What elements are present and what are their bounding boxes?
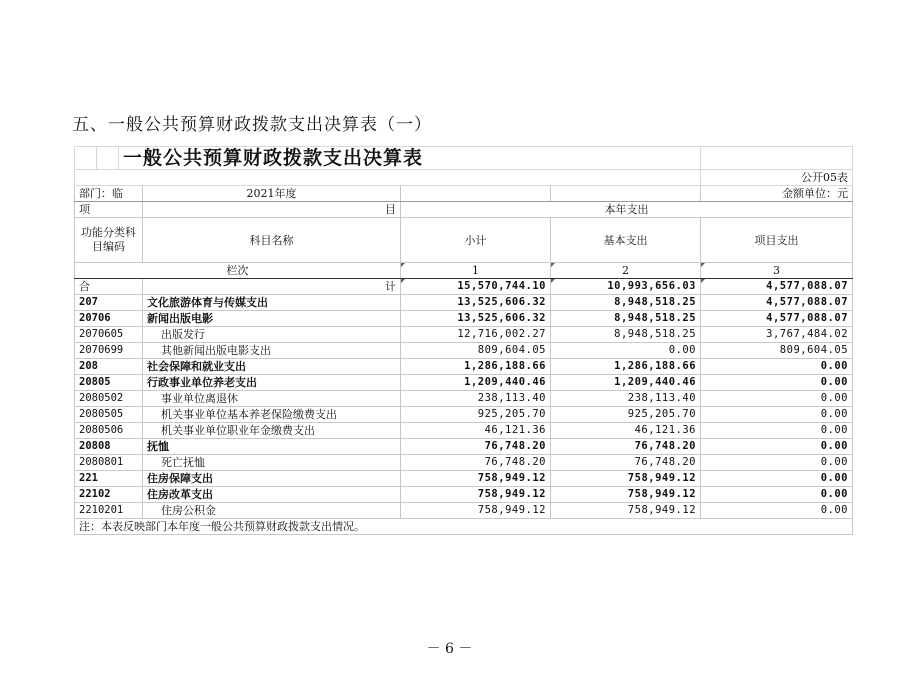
row-name: 机关事业单位基本养老保险缴费支出	[143, 407, 401, 423]
row-basic: 758,949.12	[551, 487, 701, 503]
table-row	[75, 455, 853, 471]
row-name: 文化旅游体育与传媒支出	[143, 295, 401, 311]
page-number: － 6 －	[426, 641, 473, 657]
row-name: 新闻出版电影	[143, 311, 401, 327]
department-label: 部门：临	[75, 186, 143, 202]
table-row	[75, 471, 853, 487]
row-project: 3,767,484.02	[701, 327, 853, 343]
header-subtotal: 小计	[401, 218, 551, 263]
row-code: 221	[75, 471, 143, 487]
row-basic: 1,286,188.66	[551, 359, 701, 375]
table-row	[75, 407, 853, 423]
table-title: 一般公共预算财政拨款支出决算表	[119, 147, 701, 170]
row-code: 208	[75, 359, 143, 375]
row-name: 机关事业单位职业年金缴费支出	[143, 423, 401, 439]
row-code: 2080801	[75, 455, 143, 471]
table-row	[75, 311, 853, 327]
total-subtotal: 15,570,744.10	[401, 279, 551, 295]
table-row	[75, 487, 853, 503]
table-row	[75, 343, 853, 359]
column-label: 栏次	[75, 263, 401, 279]
row-code: 2070699	[75, 343, 143, 359]
row-subtotal: 13,525,606.32	[401, 295, 551, 311]
row-subtotal: 1,209,440.46	[401, 375, 551, 391]
table-row	[75, 439, 853, 455]
row-subtotal: 1,286,188.66	[401, 359, 551, 375]
table-row	[75, 359, 853, 375]
row-basic: 46,121.36	[551, 423, 701, 439]
row-subtotal: 13,525,606.32	[401, 311, 551, 327]
table-row	[75, 327, 853, 343]
unit-label: 金额单位：元	[701, 186, 853, 202]
row-code: 20808	[75, 439, 143, 455]
row-name: 住房改革支出	[143, 487, 401, 503]
row-code: 2080505	[75, 407, 143, 423]
section-heading: 五、一般公共预算财政拨款支出决算表（一）	[72, 115, 432, 135]
row-basic: 238,113.40	[551, 391, 701, 407]
column-number-1: 1	[401, 263, 551, 279]
total-basic: 10,993,656.03	[551, 279, 701, 295]
row-subtotal: 925,205.70	[401, 407, 551, 423]
header-basic: 基本支出	[551, 218, 701, 263]
row-subtotal: 758,949.12	[401, 471, 551, 487]
row-name: 社会保障和就业支出	[143, 359, 401, 375]
row-project: 4,577,088.07	[701, 311, 853, 327]
row-code: 20805	[75, 375, 143, 391]
table-row	[75, 423, 853, 439]
row-subtotal: 758,949.12	[401, 503, 551, 519]
expenditure-table	[74, 146, 853, 535]
row-project: 0.00	[701, 487, 853, 503]
row-basic: 758,949.12	[551, 471, 701, 487]
row-code: 20706	[75, 311, 143, 327]
row-subtotal: 46,121.36	[401, 423, 551, 439]
row-name: 行政事业单位养老支出	[143, 375, 401, 391]
row-code: 2080502	[75, 391, 143, 407]
row-project: 0.00	[701, 407, 853, 423]
column-number-2: 2	[551, 263, 701, 279]
header-func-code: 功能分类科目编码	[75, 218, 143, 263]
row-project: 809,604.05	[701, 343, 853, 359]
row-basic: 0.00	[551, 343, 701, 359]
row-subtotal: 76,748.20	[401, 439, 551, 455]
row-basic: 758,949.12	[551, 503, 701, 519]
header-item-left: 项	[75, 202, 143, 218]
header-subject-name: 科目名称	[143, 218, 401, 263]
form-code: 公开05表	[701, 170, 853, 186]
table-row	[75, 295, 853, 311]
row-name: 其他新闻出版电影支出	[143, 343, 401, 359]
row-name: 住房保障支出	[143, 471, 401, 487]
table-row	[75, 503, 853, 519]
header-current-year: 本年支出	[401, 202, 853, 218]
row-project: 0.00	[701, 375, 853, 391]
row-basic: 1,209,440.46	[551, 375, 701, 391]
row-project: 0.00	[701, 423, 853, 439]
row-basic: 8,948,518.25	[551, 295, 701, 311]
row-name: 抚恤	[143, 439, 401, 455]
row-code: 2070605	[75, 327, 143, 343]
row-code: 207	[75, 295, 143, 311]
row-basic: 76,748.20	[551, 455, 701, 471]
row-project: 0.00	[701, 455, 853, 471]
column-number-3: 3	[701, 263, 853, 279]
row-name: 住房公积金	[143, 503, 401, 519]
row-code: 2210201	[75, 503, 143, 519]
table-row	[75, 391, 853, 407]
total-label-left: 合	[75, 279, 143, 295]
row-basic: 76,748.20	[551, 439, 701, 455]
row-subtotal: 12,716,002.27	[401, 327, 551, 343]
row-basic: 925,205.70	[551, 407, 701, 423]
row-name: 事业单位离退休	[143, 391, 401, 407]
row-basic: 8,948,518.25	[551, 311, 701, 327]
row-project: 0.00	[701, 359, 853, 375]
spreadsheet	[74, 146, 852, 544]
row-subtotal: 758,949.12	[401, 487, 551, 503]
year-label: 2021年度	[143, 186, 401, 202]
row-code: 2080506	[75, 423, 143, 439]
footnote: 注：本表反映部门本年度一般公共预算财政拨款支出情况。	[75, 519, 853, 535]
row-project: 0.00	[701, 503, 853, 519]
row-subtotal: 809,604.05	[401, 343, 551, 359]
row-project: 0.00	[701, 471, 853, 487]
row-project: 0.00	[701, 439, 853, 455]
total-label-right: 计	[143, 279, 401, 295]
row-subtotal: 76,748.20	[401, 455, 551, 471]
header-item-right: 目	[143, 202, 401, 218]
row-basic: 8,948,518.25	[551, 327, 701, 343]
header-project: 项目支出	[701, 218, 853, 263]
row-project: 0.00	[701, 391, 853, 407]
row-subtotal: 238,113.40	[401, 391, 551, 407]
row-code: 22102	[75, 487, 143, 503]
table-row	[75, 375, 853, 391]
row-project: 4,577,088.07	[701, 295, 853, 311]
total-project: 4,577,088.07	[701, 279, 853, 295]
row-name: 死亡抚恤	[143, 455, 401, 471]
row-name: 出版发行	[143, 327, 401, 343]
